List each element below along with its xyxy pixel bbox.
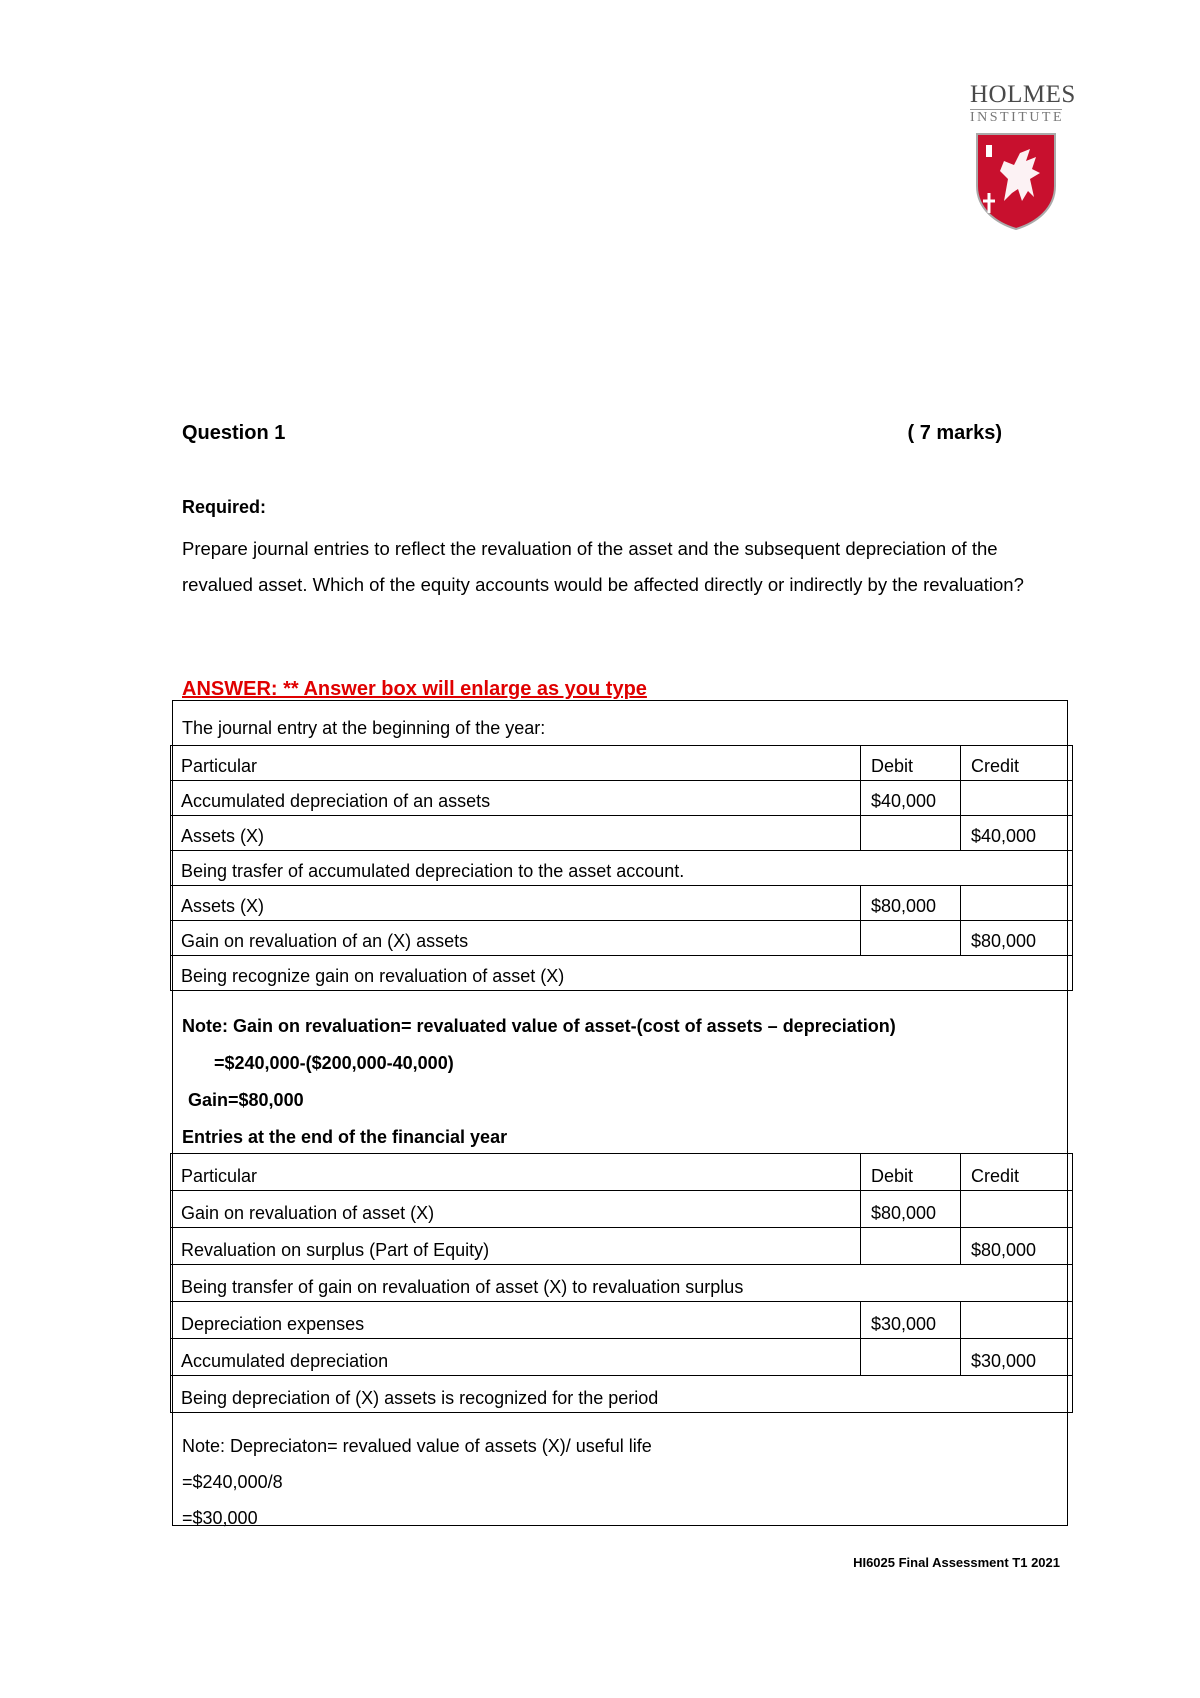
cell-debit: $80,000 [861,886,961,921]
cell-credit: $80,000 [961,1228,1073,1265]
cell-narration: Being trasfer of accumulated depreciation to the asset account. [171,851,1073,886]
cell-particular: Depreciation expenses [171,1302,861,1339]
cell-debit: $40,000 [861,781,961,816]
table-row [171,1302,1073,1339]
question-marks: ( 7 marks) [907,422,1002,444]
table-row [171,1339,1073,1376]
answer-heading: ANSWER: ** Answer box will enlarge as you type [182,678,647,700]
header-debit: Debit [861,1154,961,1191]
narration-row [171,1265,1073,1302]
cell-credit [961,1191,1073,1228]
gain-note-line3: Gain=$80,000 [188,1090,304,1110]
page-footer: HI6025 Final Assessment T1 2021 [853,1555,1060,1570]
cell-credit [961,781,1073,816]
table-row [171,921,1073,956]
gain-note-line1: Note: Gain on revaluation= revaluated value of asset-(cost of assets – depreciation) [182,1016,896,1036]
table-header-row [171,1154,1073,1191]
cell-credit [961,886,1073,921]
cell-narration: Being transfer of gain on revaluation of asset (X) to revaluation surplus [171,1265,1073,1302]
required-label: Required: [182,497,267,517]
end-of-year-heading: Entries at the end of the financial year [182,1127,508,1147]
cell-narration: Being depreciation of (X) assets is recognized for the period [171,1376,1073,1413]
logo-title: HOLMES [970,81,1076,108]
header-particular: Particular [171,1154,861,1191]
cell-debit: $80,000 [861,1191,961,1228]
gain-note [182,1008,896,1156]
journal-intro: The journal entry at the beginning of the year: [182,718,546,738]
cell-narration: Being recognize gain on revaluation of asset (X) [171,956,1073,991]
cell-particular: Gain on revaluation of an (X) assets [171,921,861,956]
cell-credit: $80,000 [961,921,1073,956]
cell-particular: Accumulated depreciation [171,1339,861,1376]
depreciation-note-line3: =$30,000 [182,1508,258,1528]
header-particular: Particular [171,746,861,781]
depreciation-note-line2: =$240,000/8 [182,1472,283,1492]
journal-table-beginning [170,745,1073,991]
cell-debit [861,1339,961,1376]
gain-note-line2: =$240,000-($200,000-40,000) [214,1053,454,1073]
cell-particular: Accumulated depreciation of an assets [171,781,861,816]
logo-subtitle: INSTITUTE [970,110,1065,125]
narration-row [171,956,1073,991]
header-credit: Credit [961,1154,1073,1191]
depreciation-note [182,1428,652,1536]
table-header-row [171,746,1073,781]
cell-debit [861,816,961,851]
table-row [171,886,1073,921]
cell-credit: $40,000 [961,816,1073,851]
question-header [182,422,1002,452]
question-label: Question 1 [182,422,286,444]
cell-particular: Assets (X) [171,886,861,921]
narration-row [171,851,1073,886]
journal-table-end [170,1153,1073,1413]
table-row [171,1191,1073,1228]
depreciation-note-line1: Note: Depreciaton= revalued value of assets (X)/ useful life [182,1436,652,1456]
table-row [171,816,1073,851]
table-row [171,781,1073,816]
griffin-shield-icon [974,131,1058,231]
cell-debit [861,921,961,956]
header-credit: Credit [961,746,1073,781]
holmes-logo [970,81,1076,231]
cell-particular: Assets (X) [171,816,861,851]
header-debit: Debit [861,746,961,781]
table-row [171,1228,1073,1265]
cell-particular: Revaluation on surplus (Part of Equity) [171,1228,861,1265]
cell-debit: $30,000 [861,1302,961,1339]
cell-debit [861,1228,961,1265]
cell-credit [961,1302,1073,1339]
question-prompt: Prepare journal entries to reflect the revaluation of the asset and the subsequent depreciation of the revalued asset. Which of the equity accounts would be affected directly or indirectly by the revaluation? [182,538,1024,595]
narration-row [171,1376,1073,1413]
cell-credit: $30,000 [961,1339,1073,1376]
cell-particular: Gain on revaluation of asset (X) [171,1191,861,1228]
